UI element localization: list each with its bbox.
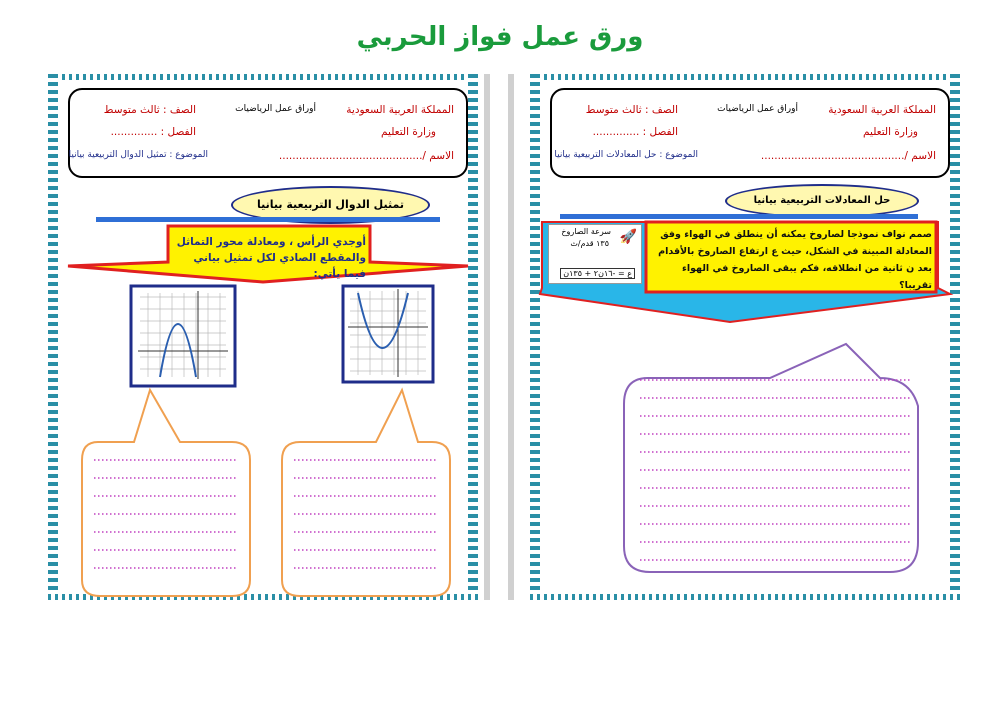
- kingdom-label: المملكة العربية السعودية: [828, 104, 936, 116]
- subject-label: الموضوع : حل المعادلات التربيعية بيانيا: [554, 150, 698, 160]
- left-page: [48, 74, 478, 600]
- subject-label: الموضوع : تمثيل الدوال التربيعية بيانيا: [68, 150, 208, 160]
- problem-text: صمم نواف نموذجا لصاروخ يمكنه أن ينطلق في الهواء وفق المعادلة المبينة في الشكل، حيث ع ارتفاع الصاروخ بالأقدام بعد ن ثانية من انطلاقه، فكم يبقى الصاروخ في الهواء تقريبا؟: [658, 229, 932, 291]
- section-title-oval: حل المعادلات التربيعية بيانيا: [725, 184, 919, 218]
- answer-bubble-right: [278, 386, 458, 601]
- answer-bubble: [620, 342, 940, 582]
- right-page: [530, 74, 960, 600]
- worksheet-title: ورق عمل فواز الحربي: [356, 22, 644, 52]
- grade-label: الصف : ثالث متوسط: [103, 104, 196, 116]
- class-field: الفصل : ..............: [110, 126, 196, 138]
- rocket-speed: ١٣٥ قدم/ث: [570, 239, 609, 248]
- name-field: الاسم /...........................................: [760, 150, 936, 162]
- page-gutter: [508, 74, 514, 600]
- right-header-box: [550, 88, 950, 178]
- section-title-oval: تمثيل الدوال التربيعية بيانيا: [231, 186, 430, 224]
- grade-label: الصف : ثالث متوسط: [585, 104, 678, 116]
- kingdom-label: المملكة العربية السعودية: [346, 104, 454, 116]
- rocket-equation: ع = -١٦ن٢ + ١٣٥ن: [560, 268, 635, 279]
- class-field: الفصل : ..............: [592, 126, 678, 138]
- name-field: الاسم /...........................................: [278, 150, 454, 162]
- graph-downward-parabola: [130, 285, 236, 387]
- math-sheets-label: أوراق عمل الرياضيات: [235, 104, 316, 114]
- ministry-label: وزارة التعليم: [381, 126, 436, 138]
- instruction-line-1: أوجدي الرأس ، ومعادلة محور التماثل: [176, 236, 366, 248]
- page-gutter: [484, 74, 490, 600]
- ministry-label: وزارة التعليم: [863, 126, 918, 138]
- math-sheets-label: أوراق عمل الرياضيات: [717, 104, 798, 114]
- graph-upward-parabola: [342, 285, 434, 383]
- rocket-label: سرعة الصاروخ: [561, 227, 611, 236]
- instruction-line-2: والمقطع الصادي لكل تمثيل بياني فيما يأتي:: [193, 252, 366, 280]
- rocket-figure: [548, 224, 642, 284]
- rocket-icon: 🚀: [619, 229, 637, 245]
- answer-bubble-left: [78, 386, 258, 601]
- left-header-box: [68, 88, 468, 178]
